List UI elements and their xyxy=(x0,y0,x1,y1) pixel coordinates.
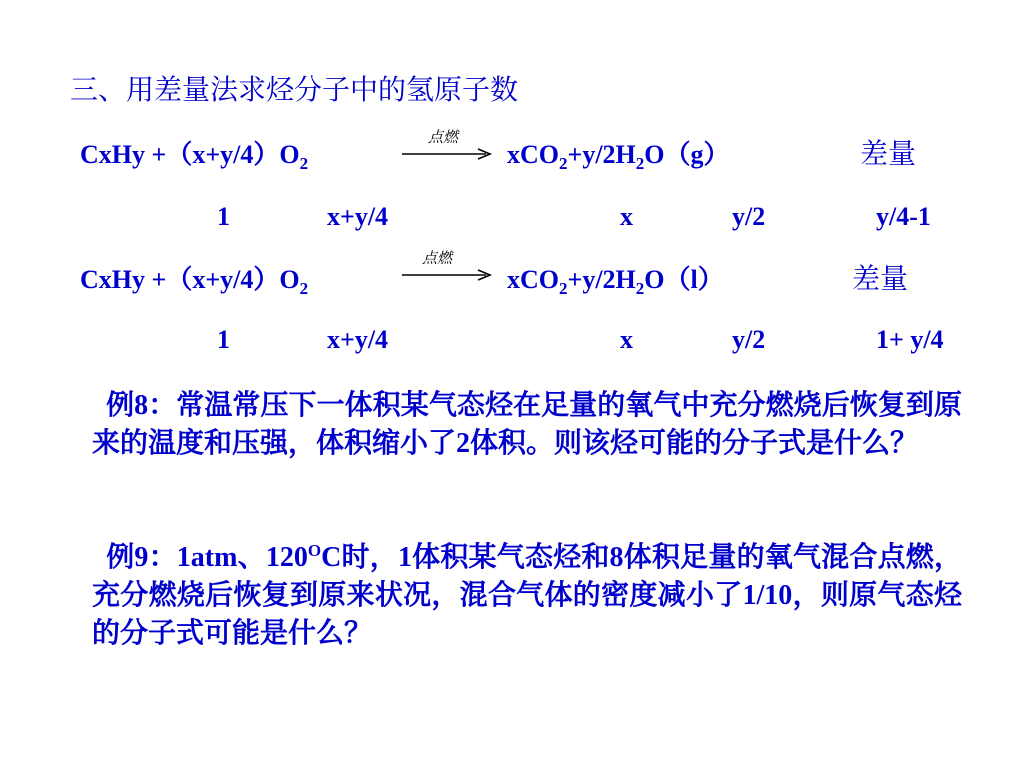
eq1-left-sub: 2 xyxy=(299,154,309,173)
coef2-c2: x+y/4 xyxy=(327,325,389,354)
eq2-left-sub: 2 xyxy=(299,279,309,298)
eq2-right-sub1: 2 xyxy=(559,279,568,298)
coef2-c5: 1+ y/4 xyxy=(876,325,944,354)
eq2-condition: 点燃 xyxy=(422,249,453,267)
coef1-c5: y/4-1 xyxy=(876,202,931,231)
coef1-c1: 1 xyxy=(217,202,230,231)
eq1-condition: 点燃 xyxy=(428,128,459,146)
equation-1-left xyxy=(80,140,308,179)
reaction-arrow-icon xyxy=(398,126,498,166)
eq2-right-sub2: 2 xyxy=(635,279,645,298)
eq1-right-b: +y/2H xyxy=(567,140,636,169)
coef2-c1: 1 xyxy=(217,325,230,354)
equation-2-arrow xyxy=(398,246,498,286)
equation-2-left xyxy=(80,265,308,304)
coef1-c2: x+y/4 xyxy=(327,202,389,231)
coef1-c3: x xyxy=(620,202,633,231)
eq2-right-b: +y/2H xyxy=(567,265,636,294)
equation-2-diff-label: 差量 xyxy=(852,264,909,295)
coef1-c4: y/2 xyxy=(732,202,766,231)
example-8-paragraph xyxy=(92,387,962,463)
eq1-right-sub2: 2 xyxy=(635,154,645,173)
example-9-text-b: C时，1体积某气态烃和8体积足量的氧气混合点燃，充分燃烧后恢复到原来状况，混合气体的密度减小了1/10，则原气态烃的分子式可能是什么？ xyxy=(92,542,962,649)
eq2-left-text: CxHy +（x+y/4）O xyxy=(80,265,300,294)
equation-1-diff-label: 差量 xyxy=(860,139,917,170)
eq2-right-a: xCO xyxy=(507,265,559,294)
coef2-c3: x xyxy=(620,325,633,354)
equation-1-arrow xyxy=(398,126,498,166)
eq1-right-a: xCO xyxy=(507,140,559,169)
example-9-sup: O xyxy=(307,541,322,560)
slide-title: 三、用差量法求烃分子中的氢原子数 xyxy=(70,75,519,106)
example-8-text: 例8：常温常压下一体积某气态烃在足量的氧气中充分燃烧后恢复到原来的温度和压强，体积缩小了2体积。则该烃可能的分子式是什么？ xyxy=(92,390,962,459)
equation-2-right xyxy=(507,265,724,304)
equation-1-right xyxy=(507,140,730,179)
eq1-right-c: O（g） xyxy=(644,140,730,169)
coef2-c4: y/2 xyxy=(732,325,766,354)
example-9-text-a: 例9：1atm、120 xyxy=(106,542,308,573)
eq1-left-text: CxHy +（x+y/4）O xyxy=(80,140,300,169)
eq2-right-c: O（l） xyxy=(644,265,724,294)
example-9-paragraph xyxy=(92,532,962,653)
reaction-arrow-icon xyxy=(398,246,498,286)
eq1-right-sub1: 2 xyxy=(559,154,568,173)
